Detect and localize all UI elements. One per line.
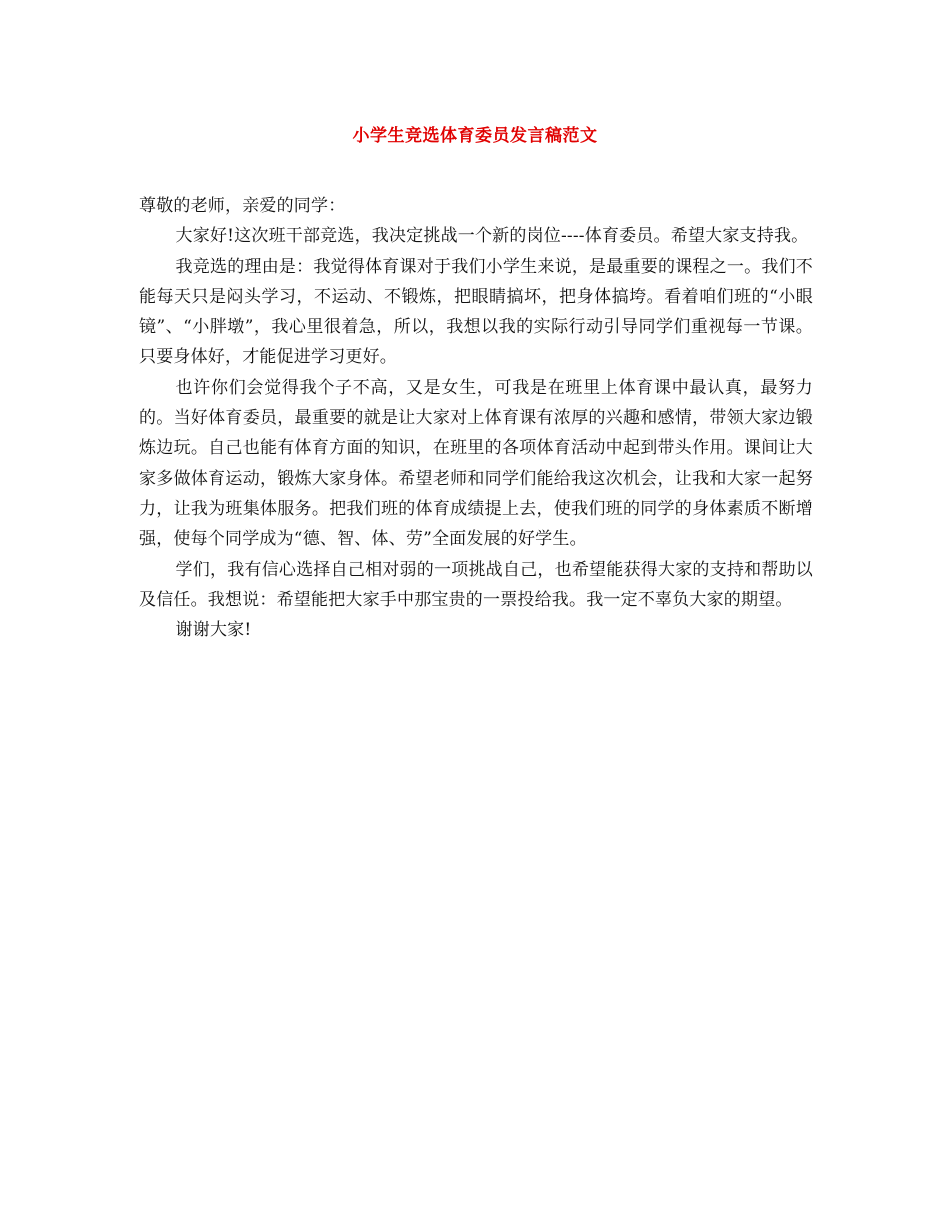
paragraph-appeal: 学们，我有信心选择自己相对弱的一项挑战自己，也希望能获得大家的支持和帮助以及信任。我想说：希望能把大家手中那宝贵的一票投给我。我一定不辜负大家的期望。 <box>139 559 813 610</box>
document-body <box>139 191 813 645</box>
paragraph-greeting: 大家好!这次班干部竞选，我决定挑战一个新的岗位----体育委员。希望大家支持我。 <box>175 226 809 247</box>
paragraph-commitment: 也许你们会觉得我个子不高，又是女生，可我是在班里上体育课中最认真，最努力的。当好体育委员，最重要的就是让大家对上体育课有浓厚的兴趣和感情，带领大家边锻炼边玩。自己也能有体育方面的知识，在班里的各项体育活动中起到带头作用。课间让大家多做体育运动，锻炼大家身体。希望老师和同学们能给我这次机会，让我和大家一起努力，让我为班集体服务。把我们班的体育成绩提上去，使我们班的同学的身体素质不断增强，使每个同学成为“德、智、体、劳”全面发展的好学生。 <box>139 377 813 550</box>
paragraph-thanks: 谢谢大家! <box>175 620 252 641</box>
paragraph-reasons: 我竞选的理由是：我觉得体育课对于我们小学生来说，是最重要的课程之一。我们不能每天只是闷头学习，不运动、不锻炼，把眼睛搞坏，把身体搞垮。看着咱们班的“小眼镜”、“小胖墩”，我心里很着急，所以，我想以我的实际行动引导同学们重视每一节课。只要身体好，才能促进学习更好。 <box>139 256 813 368</box>
document-title: 小学生竞选体育委员发言稿范文 <box>352 126 598 146</box>
salutation: 尊敬的老师，亲爱的同学： <box>139 196 346 216</box>
